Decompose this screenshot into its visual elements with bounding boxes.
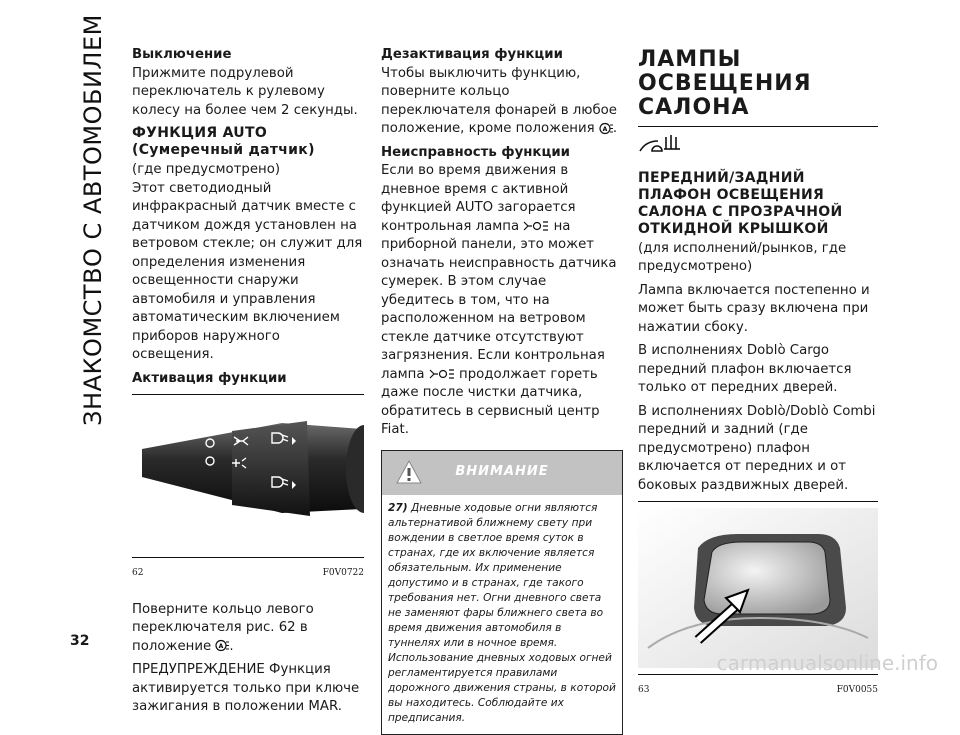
para-deactivation — [381, 65, 623, 139]
para-warning-mar: ПРЕДУПРЕЖДЕНИЕ Функция активируется только при ключе зажигания в положении MAR. — [132, 662, 360, 714]
warning-number: 27) — [388, 501, 408, 514]
interior-light-icon — [638, 133, 878, 162]
divider — [132, 394, 364, 395]
para-fault-text-a: Если во время движения в дневное время с активной функцией AUTO загорается контрольная лампа — [381, 163, 576, 234]
heading-activation: Активация функции — [132, 370, 287, 386]
auto-light-icon — [599, 122, 613, 135]
para-lamp-on: Лампа включается постепенно и может быть сразу включена при нажатии сбоку. — [638, 282, 870, 335]
column-3 — [638, 46, 878, 700]
figure-62-light-switch — [132, 401, 364, 551]
light-switch-illustration — [132, 401, 364, 551]
para-fault-text-c: продолжает гореть даже после чистки датчика, обратитесь в сервисный центр Fiat. — [381, 366, 600, 437]
para-auto-description: Этот светодиодный инфракрасный датчик вместе с датчиком дождя установлен на ветровом стекле; он служит для определения изменения освещенности снаружи автомобиля и управления автоматическим включением приборов наружного освещения. — [132, 180, 363, 362]
svg-text:A: A — [219, 643, 224, 650]
para-where-provided: (для исполнений/рынков, где предусмотрено) — [638, 240, 847, 274]
side-section-tab — [70, 14, 116, 426]
warning-body — [382, 495, 622, 734]
warning-header — [382, 451, 622, 495]
figure-number: 63 — [638, 685, 650, 695]
para-turn-ring-text: Поверните кольцо левого переключателя рис. 62 в положение — [132, 601, 314, 654]
watermark: carmanualsonline.info — [716, 651, 938, 675]
warning-triangle-icon — [396, 459, 422, 485]
para-cargo: В исполнениях Doblò Cargo передний плафон включается только от передних дверей. — [638, 343, 852, 395]
section-title: ЛАМПЫ ОСВЕЩЕНИЯ САЛОНА — [638, 47, 812, 120]
warning-title: ВНИМАНИЕ — [455, 464, 549, 480]
svg-text:A: A — [602, 125, 608, 133]
para-deactivation-text: Чтобы выключить функцию, поверните кольцо переключателя фонарей в любое положение, кроме положения — [381, 65, 617, 136]
figure-label — [638, 681, 878, 700]
figure-code: F0V0722 — [322, 568, 364, 578]
para-combi: В исполнениях Doblò/Doblò Combi передний и задний (где предусмотрено) плафон включается от передних и от боковых раздвижных дверей. — [638, 403, 876, 493]
para-switch-off: Прижмите подрулевой переключатель к рулевому колесу на более чем 2 секунды. — [132, 65, 358, 118]
para-turn-ring — [132, 601, 364, 657]
warning-text: Дневные ходовые огни являются альтернативой ближнему свету при вождении в светлое время суток в странах, где их включение является обязательным. Их применение допустимо и в странах, где такого требования нет. Огни дневного света не заменяют фары ближнего света во время движения автомобиля в туннелях или в ночное время. Использование дневных ходовых огней регламентируется правилами дорожного движения страны, в которой вы находитесь. Соблюдайте их предписания. — [388, 501, 616, 724]
headlight-warning-icon — [523, 220, 549, 232]
figure-number: 62 — [132, 568, 144, 578]
para-fault-text-b: на приборной панели, это может означать неисправность датчика сумерек. В этом случае убедитесь в том, что на расположенном на ветровом стекле датчике отсутствуют загрязнения. Если контрольная лампа — [381, 218, 617, 382]
side-tab-text: ЗНАКОМСТВО С АВТОМОБИЛЕМ — [79, 14, 107, 426]
divider — [638, 126, 878, 127]
page-number: 32 — [70, 633, 90, 649]
heading-deactivation: Дезактивация функции — [381, 47, 563, 62]
figure-code: F0V0055 — [836, 685, 878, 695]
auto-light-icon — [215, 639, 229, 652]
column-1 — [132, 46, 364, 722]
para-turn-ring-end: . — [229, 638, 234, 654]
para-deactivation-end: . — [612, 121, 618, 136]
heading-front-rear-lamp: ПЕРЕДНИЙ/ЗАДНИЙ ПЛАФОН ОСВЕЩЕНИЯ САЛОНА С ПРОЗРАЧНОЙ ОТКИДНОЙ КРЫШКОЙ — [638, 169, 843, 237]
warning-box — [381, 450, 623, 735]
heading-switch-off: Выключение — [132, 47, 232, 62]
para-where-provided: (где предусмотрено) — [132, 162, 281, 177]
figure-63-ceiling-lamp — [638, 508, 878, 668]
divider — [638, 501, 878, 502]
headlight-warning-icon — [429, 368, 455, 380]
divider — [132, 557, 364, 558]
column-2 — [381, 46, 623, 735]
para-fault — [381, 162, 623, 440]
ceiling-lamp-illustration — [638, 508, 878, 668]
figure-label — [132, 564, 364, 583]
heading-fault: Неисправность функции — [381, 144, 570, 160]
heading-auto-function: ФУНКЦИЯ AUTO (Сумеречный датчик) — [132, 125, 315, 158]
